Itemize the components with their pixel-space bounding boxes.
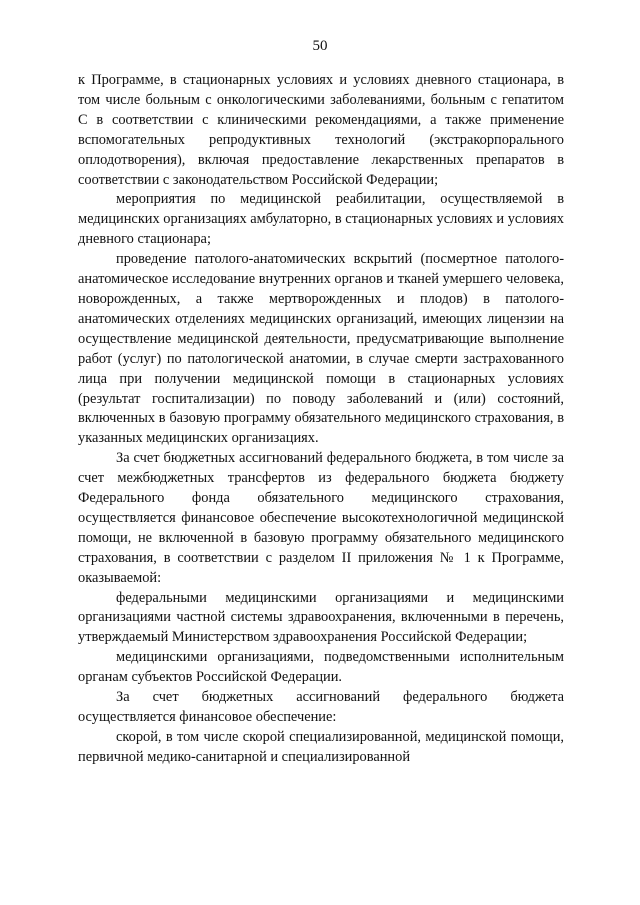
paragraph: За счет бюджетных ассигнований федерального бюджета осуществляется финансовое обеспечение: xyxy=(78,689,564,725)
paragraph: проведение патолого-анатомических вскрытий (посмертное патолого-анатомическое исследование внутренних органов и тканей умершего человека, новорожденных, а также мертворожденных и плодов) в патолого-анатомических отделениях медицинских организаций, имеющих лицензии на осуществление медицинской деятельности, предусматривающие выполнение работ (услуг) по патологической анатомии, в случае смерти застрахованного лица при получении медицинской помощи в стационарных условиях (результат госпитализации) по поводу заболеваний и (или) состояний, включенных в базовую программу обязательного медицинского страхования, в указанных медицинских организациях. xyxy=(78,251,564,447)
paragraph: к Программе, в стационарных условиях и условиях дневного стационара, в том числе больным с онкологическими заболеваниями, больным с гепатитом С в соответствии с клиническими рекомендациями, а также применение вспомогательных репродуктивных технологий (экстракорпорального оплодотворения), включая предоставление лекарственных препаратов в соответствии с законодательством Российской Федерации; xyxy=(78,72,564,188)
paragraph: медицинскими организациями, подведомственными исполнительным органам субъектов Российской Федерации. xyxy=(78,649,564,686)
page-number: 50 xyxy=(312,38,328,54)
paragraph: За счет бюджетных ассигнований федерального бюджета, в том числе за счет межбюджетных трансфертов из федерального бюджета бюджету Федерального фонда обязательного медицинского страхования, осуществляется финансовое обеспечение высокотехнологичной медицинской помощи, не включенной в базовую программу обязательного медицинского страхования, в соответствии с разделом II приложения № 1 к Программе, оказываемой: xyxy=(78,450,564,586)
body-text xyxy=(78,71,564,768)
paragraph: мероприятия по медицинской реабилитации, осуществляемой в медицинских организациях амбулаторно, в стационарных условиях и условиях дневного стационара; xyxy=(78,191,564,248)
paragraph: скорой, в том числе скорой специализированной, медицинской помощи, первичной медико-санитарной и специализированной xyxy=(78,728,564,765)
paragraph: федеральными медицинскими организациями и медицинскими организациями частной системы здравоохранения, включенными в перечень, утверждаемый Министерством здравоохранения Российской Федерации; xyxy=(78,589,564,646)
